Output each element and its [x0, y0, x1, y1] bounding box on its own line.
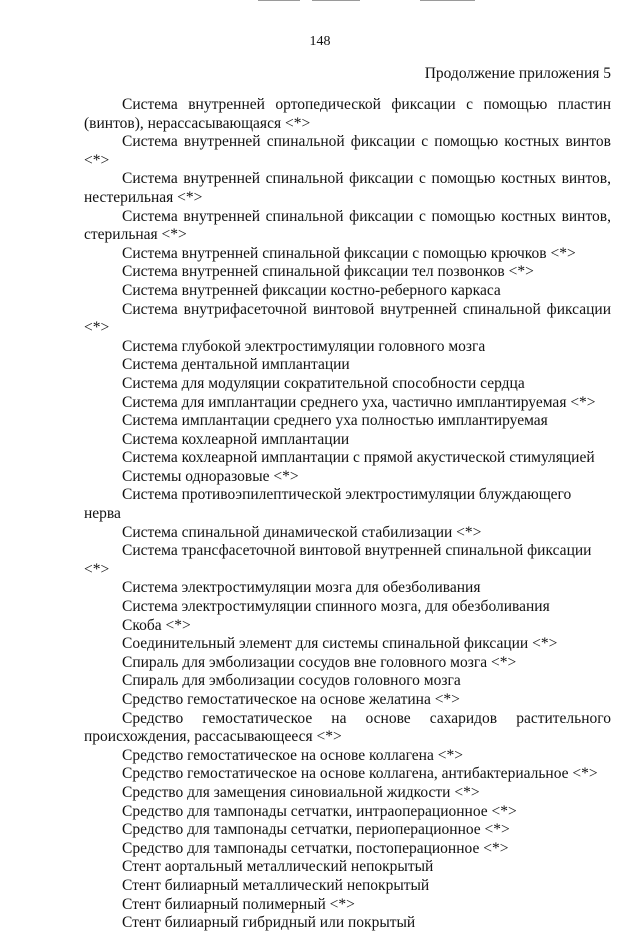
list-item: Система трансфасеточной винтовой внутренней спинальной фиксации <*>	[84, 542, 592, 578]
list-item: Система кохлеарной имплантации с прямой акустической стимуляцией	[122, 449, 595, 467]
list-item: Система для имплантации среднего уха, частично имплантируемая <*>	[122, 393, 596, 411]
list-item: Средство для тампонады сетчатки, интраоперационное <*>	[122, 802, 517, 820]
list-item: Система дентальной имплантации	[122, 356, 350, 374]
list-item: Система внутренней спинальной фиксации с помощью костных винтов, стерильная <*>	[84, 207, 611, 244]
list-item: Система внутренней ортопедической фиксации с помощью пластин (винтов), нерассасывающаяся <*>	[84, 96, 611, 132]
list-item: Система электростимуляции мозга для обезболивания	[122, 579, 481, 597]
list-item: Скоба <*>	[122, 616, 191, 634]
list-item: Система кохлеарной имплантации	[122, 430, 350, 448]
list-item: Системы одноразовые <*>	[122, 467, 299, 485]
list-item: Система для модуляции сократительной способности сердца	[122, 374, 525, 392]
appendix-continuation-note: Продолжение приложения 5	[424, 65, 611, 82]
list-item: Система внутренней спинальной фиксации с помощью костных винтов, нестерильная <*>	[84, 170, 611, 206]
list-item: Средство для тампонады сетчатки, постоперационное <*>	[122, 839, 509, 857]
list-item: Стент билиарный полимерный <*>	[122, 895, 355, 913]
list-item: Система внутренней фиксации костно-реберного каркаса	[122, 281, 501, 299]
list-item: Стент аортальный металлический непокрытый	[122, 858, 434, 876]
list-item: Система противоэпилептической электростимуляции блуждающего нерва	[84, 486, 572, 523]
list-item: Система внутренней спинальной фиксации с помощью костных винтов <*>	[84, 133, 611, 169]
list-item: Средство гемостатическое на основе желатина <*>	[122, 691, 460, 708]
top-scan-line	[258, 0, 300, 1]
list-item: Средство для тампонады сетчатки, периоперационное <*>	[122, 821, 510, 839]
list-item: Стент билиарный гибридный или покрытый	[122, 914, 416, 932]
list-item: Система внутренней спинальной фиксации с помощью крючков <*>	[122, 244, 576, 262]
top-scan-line	[312, 0, 360, 1]
list-item: Система глубокой электростимуляции головного мозга	[122, 337, 486, 355]
device-list	[84, 96, 611, 933]
page-number: 148	[309, 34, 331, 49]
list-item: Система спинальной динамической стабилизации <*>	[122, 523, 482, 541]
list-item: Система электростимуляции спинного мозга, для обезболивания	[122, 598, 550, 616]
list-item: Спираль для эмболизации сосудов головного мозга	[122, 672, 461, 690]
list-item: Система внутренней спинальной фиксации тел позвонков <*>	[122, 263, 534, 281]
list-item: Средство для замещения синовиальной жидкости <*>	[122, 783, 480, 801]
list-item: Стент билиарный металлический непокрытый	[122, 876, 430, 894]
list-item: Соединительный элемент для системы спинальной фиксации <*>	[122, 635, 558, 653]
list-item: Спираль для эмболизации сосудов вне головного мозга <*>	[122, 653, 517, 671]
list-item: Система внутрифасеточной винтовой внутренней спинальной фиксации <*>	[84, 300, 611, 337]
list-item: Средство гемостатическое на основе коллагена, антибактериальное <*>	[122, 765, 598, 783]
list-item: Средство гемостатическое на основе коллагена <*>	[122, 746, 463, 764]
top-scan-line	[420, 0, 475, 1]
list-item: Средство гемостатическое на основе сахаридов растительного происхождения, рассасывающееся <*>	[84, 709, 611, 746]
list-item: Система имплантации среднего уха полностью имплантируемая	[122, 412, 548, 430]
